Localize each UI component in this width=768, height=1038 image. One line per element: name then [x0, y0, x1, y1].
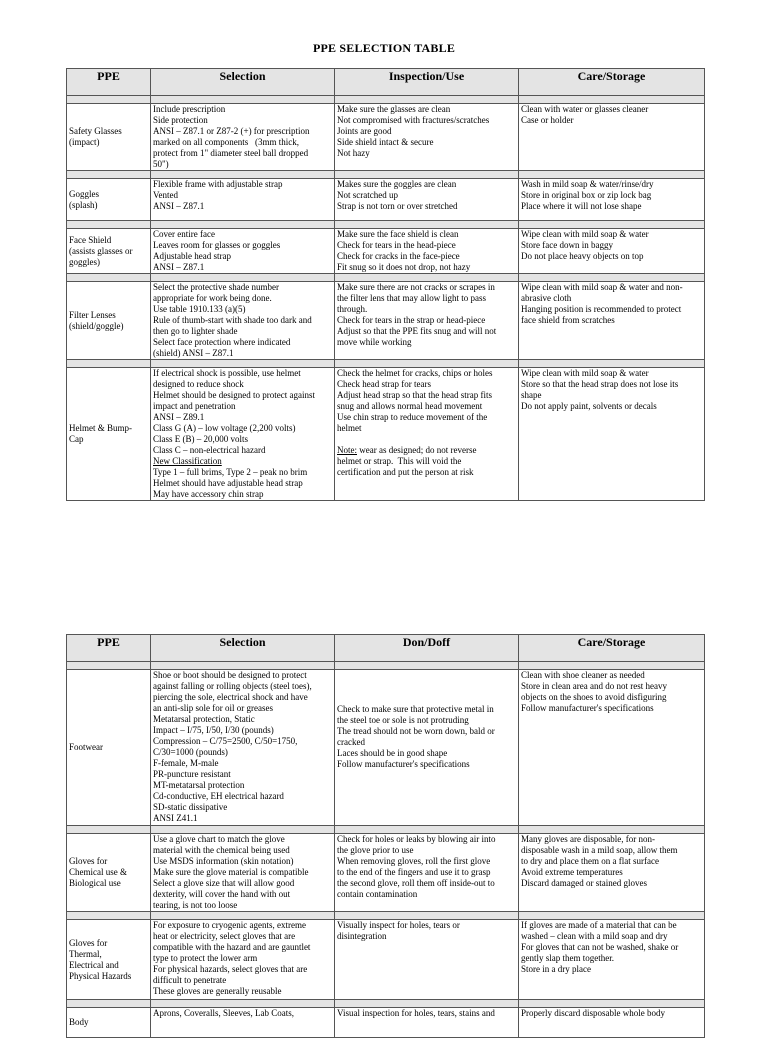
- row-separator: [67, 171, 705, 179]
- cell-text-line: washed – clean with a mild soap and dry: [521, 931, 668, 941]
- cell-text-line: material with the chemical being used: [153, 845, 290, 855]
- cell-text-line: Do not apply paint, solvents or decals: [521, 401, 657, 411]
- cell-text-line: abrasive cloth: [521, 293, 572, 303]
- inspection-cell: [335, 179, 519, 221]
- cell-text-line: helmet: [337, 423, 362, 433]
- separator-cell: [519, 221, 705, 229]
- table-row: [67, 670, 705, 826]
- table-header-row: [67, 635, 705, 662]
- cell-text-line: Vented: [153, 190, 178, 200]
- separator-cell: [151, 96, 335, 104]
- inspection-cell: [335, 368, 519, 501]
- cell-text-line: type to protect the lower arm: [153, 953, 258, 963]
- cell-text-line: Wipe clean with mild soap & water: [521, 229, 649, 239]
- cell-text-line: For exposure to cryogenic agents, extreme: [153, 920, 306, 930]
- separator-cell: [151, 171, 335, 179]
- cell-text-line: Include prescription: [153, 104, 226, 114]
- cell-text-line: Check for holes or leaks by blowing air into: [337, 834, 496, 844]
- cell-text-line: to dry and place them on a flat surface: [521, 856, 659, 866]
- note-text: wear as designed; do not reverse: [357, 445, 477, 455]
- separator-cell: [335, 221, 519, 229]
- separator-cell: [335, 1000, 519, 1008]
- cell-text-line: Use table 1910.133 (a)(5): [153, 304, 246, 314]
- cell-text-line: ANSI Z41.1: [153, 813, 198, 823]
- cell-text-line: Select a glove size that will allow good: [153, 878, 295, 888]
- cell-text-line: Not compromised with fractures/scratches: [337, 115, 490, 125]
- cell-text-line: Properly discard disposable whole body: [521, 1008, 665, 1018]
- cell-text-line: Biological use: [69, 878, 121, 888]
- separator-cell: [519, 360, 705, 368]
- separator-cell: [67, 274, 151, 282]
- table-row: [67, 282, 705, 360]
- cell-text-line: compatible with the hazard and are gauntlet: [153, 942, 311, 952]
- cell-text-line: Use chin strap to reduce movement of the: [337, 412, 488, 422]
- separator-cell: [67, 912, 151, 920]
- care-cell: [519, 229, 705, 274]
- table-row: [67, 368, 705, 501]
- cell-text-line: Helmet should have adjustable head strap: [153, 478, 303, 488]
- cell-text-line: PR-puncture resistant: [153, 769, 231, 779]
- table-row: [67, 179, 705, 221]
- cell-text-line: Do not place heavy objects on top: [521, 251, 644, 261]
- cell-text-line: [337, 445, 516, 456]
- cell-text-line: Hanging position is recommended to protect: [521, 304, 682, 314]
- ppe-cell: [67, 834, 151, 912]
- cell-text-line: Leaves room for glasses or goggles: [153, 240, 281, 250]
- cell-text-line: Flexible frame with adjustable strap: [153, 179, 283, 189]
- ppe-cell: [67, 229, 151, 274]
- inspection-cell: [335, 670, 519, 826]
- separator-cell: [67, 221, 151, 229]
- page-title: PPE SELECTION TABLE: [312, 41, 456, 55]
- cell-text-line: Select face protection where indicated: [153, 337, 291, 347]
- cell-text-line: snug and allows normal head movement: [337, 401, 483, 411]
- cell-text-line: Helmet & Bump-: [69, 423, 132, 433]
- cell-text-line: Use a glove chart to match the glove: [153, 834, 285, 844]
- cell-text-line: Visual inspection for holes, tears, stains and: [337, 1008, 495, 1018]
- cell-text-line: (shield/goggle): [69, 320, 124, 331]
- cell-text-line: Makes sure the goggles are clean: [337, 179, 457, 189]
- table-row: [67, 1008, 705, 1038]
- cell-text-line: Class C – non-electrical hazard: [153, 445, 266, 455]
- cell-text-line: Check to make sure that protective metal in: [337, 704, 494, 714]
- cell-text-line: helmet or strap. This will void the: [337, 456, 462, 466]
- cell-text-line: Metatarsal protection, Static: [153, 714, 255, 724]
- separator-cell: [335, 912, 519, 920]
- care-cell: [519, 282, 705, 360]
- cell-text-line: Wipe clean with mild soap & water and non-: [521, 282, 683, 292]
- cell-text-line: Compression – C/75=2500, C/50=1750,: [153, 736, 298, 746]
- selection-cell: [151, 920, 335, 1000]
- selection-cell: [151, 229, 335, 274]
- selection-cell: [151, 1008, 335, 1038]
- cell-text-line: Physical Hazards: [69, 970, 132, 981]
- header-ppe: PPE: [67, 69, 151, 96]
- cell-text-line: Follow manufacturer's specifications: [337, 759, 470, 769]
- cell-text-line: Store in a dry place: [521, 964, 591, 974]
- cell-text-line: gently slap them together.: [521, 953, 614, 963]
- cell-text-line: protect from 1" diameter steel ball dropped: [153, 148, 309, 158]
- cell-text-line: Select the protective shade number: [153, 282, 279, 292]
- ppe-cell: [67, 670, 151, 826]
- cell-text-line: Wash in mild soap & water/rinse/dry: [521, 179, 654, 189]
- cell-text-line: Body: [69, 1017, 89, 1027]
- table-row: [67, 920, 705, 1000]
- cell-text-line: ANSI – Z87.1: [153, 262, 205, 272]
- separator-cell: [67, 662, 151, 670]
- cell-text-line: Electrical and: [69, 959, 119, 970]
- separator-cell: [151, 826, 335, 834]
- care-cell: [519, 104, 705, 171]
- separator-cell: [519, 171, 705, 179]
- cell-text-line: C/30=1000 (pounds): [153, 747, 228, 757]
- inspection-cell: [335, 920, 519, 1000]
- separator-cell: [335, 96, 519, 104]
- cell-text-line: disposable wash in a mild soap, allow them: [521, 845, 678, 855]
- cell-text-line: Make sure the face shield is clean: [337, 229, 459, 239]
- cell-text-line: Avoid extreme temperatures: [521, 867, 623, 877]
- row-separator: [67, 1000, 705, 1008]
- cell-text-line: Face Shield: [69, 234, 112, 245]
- cell-text-line: certification and put the person at risk: [337, 467, 474, 477]
- cell-text-line: move while working: [337, 337, 412, 347]
- cell-text-line: Discard damaged or stained gloves: [521, 878, 647, 888]
- inspection-cell: [335, 229, 519, 274]
- cell-text-line: Clean with shoe cleaner as needed: [521, 670, 645, 680]
- ppe-selection-table: [66, 68, 705, 501]
- row-separator: [67, 826, 705, 834]
- cell-text-line: appropriate for work being done.: [153, 293, 272, 303]
- cell-text-line: heat or electricity, select gloves that are: [153, 931, 296, 941]
- separator-cell: [519, 96, 705, 104]
- inspection-cell: [335, 104, 519, 171]
- cell-text-line: Impact – I/75, I/50, I/30 (pounds): [153, 725, 274, 735]
- separator-cell: [67, 171, 151, 179]
- care-cell: [519, 1008, 705, 1038]
- cell-text-line: Not scratched up: [337, 190, 398, 200]
- cell-text-line: Check for tears in the head-piece: [337, 240, 456, 250]
- separator-cell: [519, 826, 705, 834]
- separator-cell: [335, 274, 519, 282]
- cell-text-line: If gloves are made of a material that can be: [521, 920, 677, 930]
- cell-text-line: Laces should be in good shape: [337, 748, 448, 758]
- header-care-storage: Care/Storage: [519, 69, 705, 96]
- cell-text-line: an anti-slip sole for oil or greases: [153, 703, 273, 713]
- cell-text-line: Make sure the glove material is compatible: [153, 867, 309, 877]
- cell-text-line: F-female, M-male: [153, 758, 219, 768]
- table-header-row: [67, 69, 705, 96]
- cell-text-line: the steel toe or sole is not protruding: [337, 715, 469, 725]
- separator-cell: [519, 662, 705, 670]
- cell-text-line: Place where it will not lose shape: [521, 201, 642, 211]
- separator-cell: [151, 360, 335, 368]
- cell-text-line: Gloves for: [69, 937, 108, 948]
- cell-text-line: the second glove, roll them off inside-out to: [337, 878, 495, 888]
- cell-text-line: Rule of thumb-start with shade too dark and: [153, 315, 312, 325]
- selection-cell: [151, 179, 335, 221]
- selection-cell: [151, 104, 335, 171]
- cell-text-line: shape: [521, 390, 542, 400]
- cell-text-line: ANSI – Z87.1 or Z87-2 (+) for prescription: [153, 126, 310, 136]
- cell-text-line: Helmet should be designed to protect against: [153, 390, 315, 400]
- ppe-cell: [67, 179, 151, 221]
- cell-text-line: Class G (A) – low voltage (2,200 volts): [153, 423, 296, 433]
- cell-text-line: disintegration: [337, 931, 387, 941]
- cell-text-line: Make sure the glasses are clean: [337, 104, 451, 114]
- selection-cell: [151, 670, 335, 826]
- cell-text-line: Check head strap for tears: [337, 379, 431, 389]
- cell-text-line: Adjust head strap so that the head strap fits: [337, 390, 492, 400]
- separator-cell: [67, 1000, 151, 1008]
- separator-cell: [151, 1000, 335, 1008]
- cell-text-line: objects on the shoes to avoid disfiguring: [521, 692, 667, 702]
- cell-text-line: marked on all components (3mm thick,: [153, 137, 299, 147]
- cell-text-line: (shield) ANSI – Z87.1: [153, 348, 234, 358]
- row-separator: [67, 912, 705, 920]
- care-cell: [519, 920, 705, 1000]
- cell-text-line: tearing, is not too loose: [153, 900, 238, 910]
- cell-text-line: ANSI – Z87.1: [153, 201, 205, 211]
- cell-text-line: Check for tears in the strap or head-piece: [337, 315, 486, 325]
- separator-cell: [335, 826, 519, 834]
- cell-text-line: against falling or rolling objects (steel toes),: [153, 681, 312, 691]
- cell-text-line: Wipe clean with mild soap & water: [521, 368, 649, 378]
- cell-text-line: piercing the sole, electrical shock and have: [153, 692, 308, 702]
- separator-cell: [151, 912, 335, 920]
- cell-text-line: Store in clean area and do not rest heavy: [521, 681, 667, 691]
- cell-text-line: Store so that the head strap does not lose its: [521, 379, 679, 389]
- cell-text-line: Strap is not torn or over stretched: [337, 201, 458, 211]
- cell-text-line: Chemical use &: [69, 867, 127, 877]
- cell-text-line: For physical hazards, select gloves that are: [153, 964, 308, 974]
- cell-text-line: For gloves that can not be washed, shake or: [521, 942, 679, 952]
- cell-text-line: Check for cracks in the face-piece: [337, 251, 460, 261]
- cell-text-line: Side shield intact & secure: [337, 137, 434, 147]
- cell-text-line: 50"): [153, 159, 169, 169]
- separator-cell: [335, 662, 519, 670]
- cell-text-line: Filter Lenses: [69, 309, 116, 320]
- header-selection: Selection: [151, 69, 335, 96]
- cell-text-line: Class E (B) – 20,000 volts: [153, 434, 249, 444]
- cell-text-line: impact and penetration: [153, 401, 236, 411]
- cell-text-line: ANSI – Z89.1: [153, 412, 205, 422]
- separator-cell: [151, 274, 335, 282]
- cell-text-line: Safety Glasses: [69, 126, 122, 136]
- separator-cell: [335, 171, 519, 179]
- inspection-cell: [335, 834, 519, 912]
- cell-text-line: When removing gloves, roll the first glove: [337, 856, 491, 866]
- cell-text-line: Adjustable head strap: [153, 251, 231, 261]
- care-cell: [519, 834, 705, 912]
- separator-cell: [335, 360, 519, 368]
- table-row: [67, 104, 705, 171]
- ppe-cell: [67, 104, 151, 171]
- cell-text-line: Footwear: [69, 742, 103, 752]
- cell-text-line: Check the helmet for cracks, chips or holes: [337, 368, 493, 378]
- separator-cell: [67, 360, 151, 368]
- cell-text-line: These gloves are generally reusable: [153, 986, 282, 996]
- header-inspection-use: Inspection/Use: [335, 69, 519, 96]
- cell-text-line: Case or holder: [521, 115, 574, 125]
- cell-text-line: dexterity, will cover the hand with out: [153, 889, 291, 899]
- separator-cell: [519, 1000, 705, 1008]
- cell-text-line: the glove prior to use: [337, 845, 414, 855]
- cell-text-line: Type 1 – full brims, Type 2 – peak no brim: [153, 467, 308, 477]
- cell-text-line: cracked: [337, 737, 365, 747]
- cell-text-line: Visually inspect for holes, tears or: [337, 920, 460, 930]
- ppe-cell: [67, 1008, 151, 1038]
- row-separator: [67, 96, 705, 104]
- cell-text-line: Shoe or boot should be designed to protect: [153, 670, 307, 680]
- cell-text-line: Thermal,: [69, 948, 102, 959]
- inspection-cell: [335, 282, 519, 360]
- cell-text-line: SD-static dissipative: [153, 802, 228, 812]
- care-cell: [519, 670, 705, 826]
- cell-text-line: Clean with water or glasses cleaner: [521, 104, 649, 114]
- cell-text-line: MT-metatarsal protection: [153, 780, 245, 790]
- cell-text-line: If electrical shock is possible, use helmet: [153, 368, 301, 378]
- note-label: Note:: [337, 445, 357, 455]
- header-don-doff: Don/Doff: [335, 635, 519, 662]
- row-separator: [67, 221, 705, 229]
- selection-cell: [151, 282, 335, 360]
- cell-text-line: Cap: [69, 434, 84, 444]
- cell-text-line: the filter lens that may allow light to pass: [337, 293, 486, 303]
- separator-cell: [151, 662, 335, 670]
- selection-cell: [151, 834, 335, 912]
- cell-text-line: [337, 434, 516, 445]
- cell-text-line: (assists glasses or: [69, 245, 133, 256]
- row-separator: [67, 274, 705, 282]
- cell-text-line: (splash): [69, 199, 98, 210]
- row-separator: [67, 662, 705, 670]
- cell-text-line: May have accessory chin strap: [153, 489, 264, 499]
- cell-text-line: Store in original box or zip lock bag: [521, 190, 652, 200]
- cell-text-line: face shield from scratches: [521, 315, 615, 325]
- cell-text-line: Gloves for: [69, 856, 108, 866]
- care-cell: [519, 368, 705, 501]
- cell-text-line: Not hazy: [337, 148, 370, 158]
- cell-text-line: Make sure there are not cracks or scrapes in: [337, 282, 495, 292]
- inspection-cell: [335, 1008, 519, 1038]
- cell-text-line: Many gloves are disposable, for non-: [521, 834, 655, 844]
- header-selection: Selection: [151, 635, 335, 662]
- separator-cell: [151, 221, 335, 229]
- cell-text-line: Aprons, Coveralls, Sleeves, Lab Coats,: [153, 1008, 294, 1018]
- cell-text-line: then go to lighter shade: [153, 326, 238, 336]
- ppe-don-doff-table: [66, 634, 705, 1038]
- ppe-cell: [67, 282, 151, 360]
- ppe-cell: [67, 920, 151, 1000]
- care-cell: [519, 179, 705, 221]
- cell-text-line: Side protection: [153, 115, 208, 125]
- header-ppe: PPE: [67, 635, 151, 662]
- cell-text-line: Cd-conductive, EH electrical hazard: [153, 791, 284, 801]
- cell-text-line: The tread should not be worn down, bald or: [337, 726, 495, 736]
- ppe-cell: [67, 368, 151, 501]
- table-row: [67, 834, 705, 912]
- cell-text-line: Joints are good: [337, 126, 392, 136]
- separator-cell: [67, 96, 151, 104]
- cell-text-line: (impact): [69, 137, 100, 147]
- cell-text-line: Goggles: [69, 188, 99, 199]
- cell-text-line: contain contamination: [337, 889, 418, 899]
- cell-text-line: New Classification: [153, 456, 222, 466]
- cell-text-line: goggles): [69, 256, 100, 267]
- cell-text-line: Use MSDS information (skin notation): [153, 856, 294, 866]
- separator-cell: [519, 274, 705, 282]
- cell-text-line: to the end of the fingers and use it to grasp: [337, 867, 491, 877]
- cell-text-line: difficult to penetrate: [153, 975, 227, 985]
- cell-text-line: Cover entire face: [153, 229, 215, 239]
- selection-cell: [151, 368, 335, 501]
- row-separator: [67, 360, 705, 368]
- cell-text-line: Follow manufacturer's specifications: [521, 703, 654, 713]
- separator-cell: [519, 912, 705, 920]
- cell-text-line: designed to reduce shock: [153, 379, 244, 389]
- header-care-storage: Care/Storage: [519, 635, 705, 662]
- cell-text-line: Adjust so that the PPE fits snug and will not: [337, 326, 497, 336]
- cell-text-line: through.: [337, 304, 368, 314]
- separator-cell: [67, 826, 151, 834]
- table-row: [67, 229, 705, 274]
- cell-text-line: Fit snug so it does not drop, not hazy: [337, 262, 471, 272]
- cell-text-line: Store face down in baggy: [521, 240, 613, 250]
